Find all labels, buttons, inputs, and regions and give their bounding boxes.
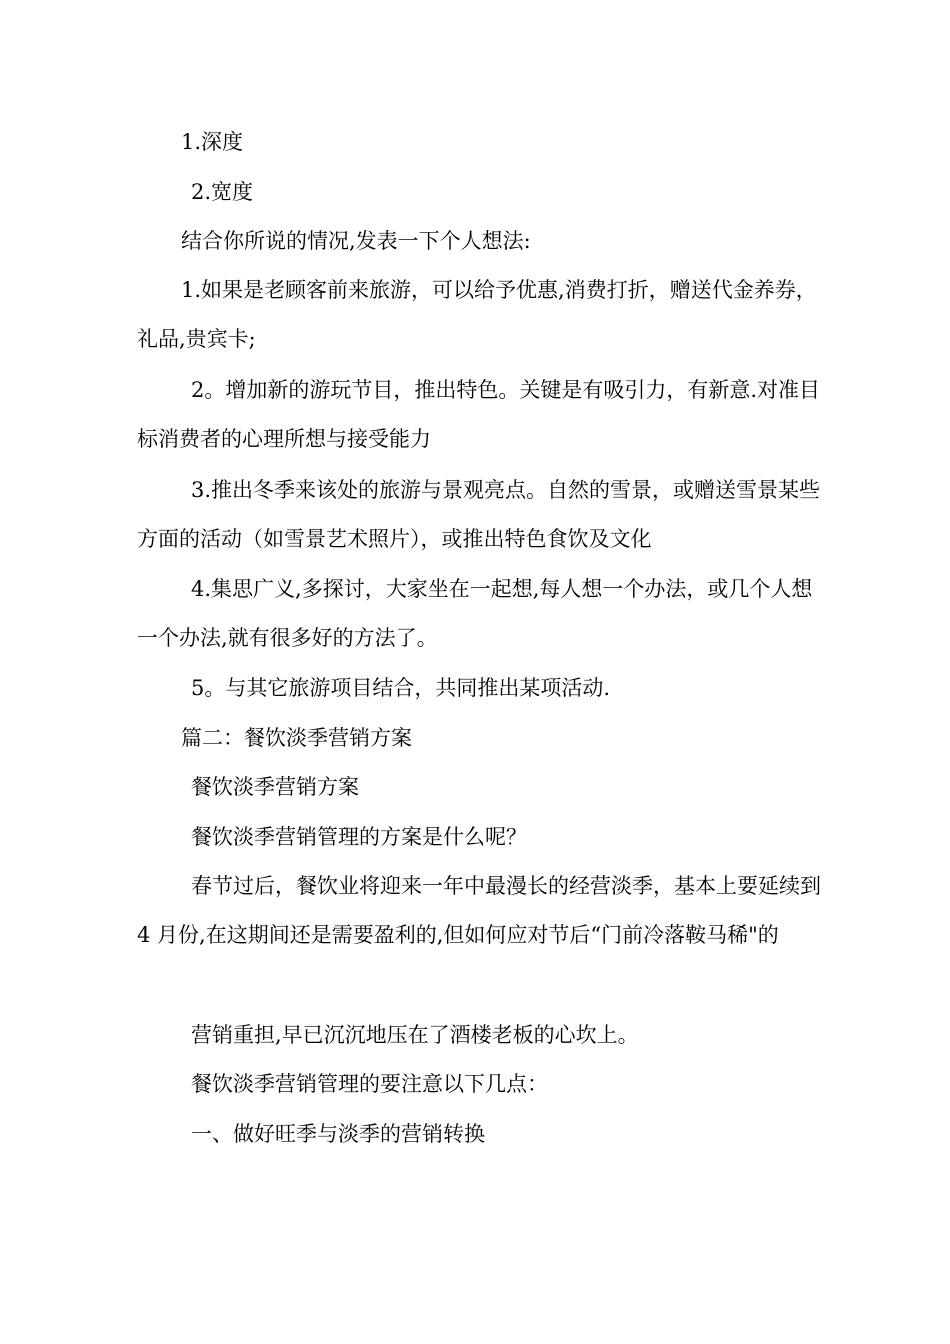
paragraph-spring-festival: 春节过后，餐饮业将迎来一年中最漫长的经营淡季，基本上要延续到 4 月份,在这期间还是需要盈利的,但如何应对节后“门前冷落鞍马稀"的 [137,874,821,947]
paragraph-point-2: 2。增加新的游玩节目，推出特色。关键是有吸引力，有新意.对准目标消费者的心理所想与接受能力 [137,378,821,451]
paragraph-point-3: 3.推出冬季来该处的旅游与景观亮点。自然的雪景，或赠送雪景某些方面的活动（如雪景艺术照片），或推出特色食饮及文化 [137,478,821,551]
section-title: 餐饮淡季营销方案 [191,775,359,799]
section-heading-part-two: 篇二：餐饮淡季营销方案 [181,726,412,750]
paragraph-marketing-burden: 营销重担,早已沉沉地压在了酒楼老板的心坎上。 [191,1023,639,1047]
paragraph-point-5: 5。与其它旅游项目结合，共同推出某项活动. [191,676,611,700]
paragraph-question: 餐饮淡季营销管理的方案是什么呢？ [191,825,527,849]
subheading-season-transition: 一、做好旺季与淡季的营销转换 [191,1122,485,1146]
paragraph-depth: 1.深度 [181,130,244,154]
paragraph-breadth: 2.宽度 [191,180,254,204]
paragraph-opinion-intro: 结合你所说的情况,发表一下个人想法: [181,229,531,253]
paragraph-notes-intro: 餐饮淡季营销管理的要注意以下几点： [191,1072,548,1096]
paragraph-point-4: 4.集思广义,多探讨，大家坐在一起想,每人想一个办法，或几个人想一个办法,就有很多好的方法了。 [137,577,813,650]
paragraph-point-1: 1.如果是老顾客前来旅游，可以给予优惠,消费打折，赠送代金养券，礼品,贵宾卡; [137,278,817,351]
